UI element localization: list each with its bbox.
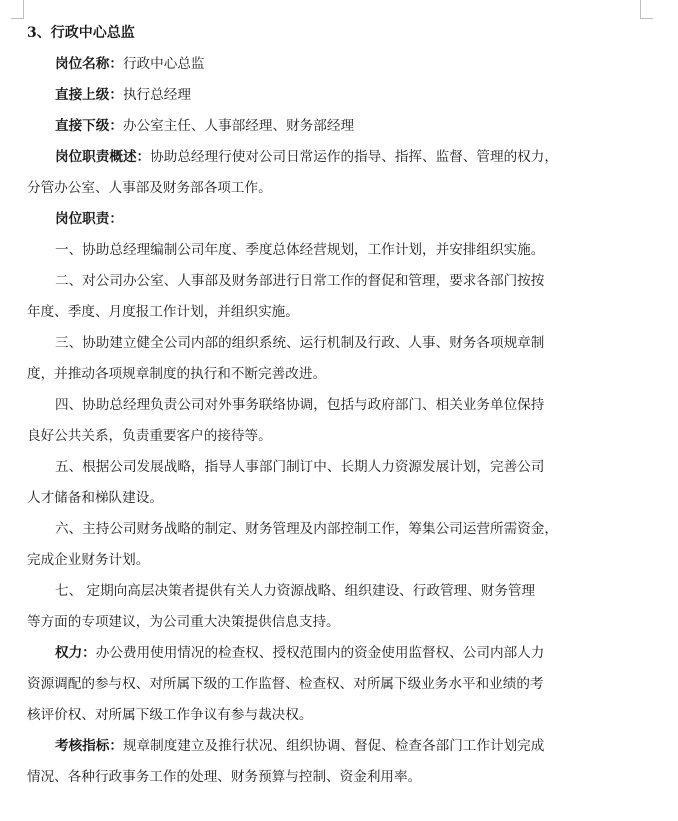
duties-label: 岗位职责：	[55, 211, 123, 227]
authority-text-1: 办公费用使用情况的检查权、授权范围内的资金使用监督权、公司内部人力	[95, 645, 545, 661]
kpi-label: 考核指标：	[55, 738, 123, 754]
kpi-text-1: 规章制度建立及推行状况、组织协调、督促、检查各部门工作计划完成	[122, 738, 545, 754]
kpi-line-2: 情况、各种行政事务工作的处理、财务预算与控制、资金利用率。	[27, 769, 422, 785]
duty-2-line-2: 年度、季度、月度报工作计划，并组织实施。	[27, 304, 299, 320]
overview-label: 岗位职责概述：	[55, 149, 151, 165]
duty-4-line-2: 良好公共关系，负责重要客户的接待等。	[27, 428, 272, 444]
duty-2-line-1: 二、对公司办公室、人事部及财务部进行日常工作的督促和管理，要求各部门按按	[55, 273, 545, 289]
duty-6-line-2: 完成企业财务计划。	[27, 552, 150, 568]
duty-3-line-2: 度，并推动各项规章制度的执行和不断完善改进。	[27, 366, 327, 382]
position-name-label: 岗位名称：	[55, 56, 123, 72]
duties-heading	[27, 204, 667, 235]
duty-7-line-2: 等方面的专项建议，为公司重大决策提供信息支持。	[27, 614, 340, 630]
duty-6-line-1: 六、主持公司财务战略的制定、财务管理及内部控制工作，筹集公司运营所需资金，	[55, 521, 558, 537]
page-corner-mark-right	[640, 0, 653, 19]
duty-3-line-1: 三、协助建立健全公司内部的组织系统、运行机制及行政、人事、财务各项规章制	[55, 335, 545, 351]
duty-7-line-1: 七、 定期向高层决策者提供有关人力资源战略、组织建设、行政管理、财务管理	[55, 583, 536, 599]
position-name-row	[27, 49, 667, 80]
direct-subordinate-value: 办公室主任、人事部经理、财务部经理	[122, 118, 355, 134]
direct-superior-row	[27, 80, 667, 111]
section-heading: 3、行政中心总监	[27, 25, 135, 41]
overview-line-1	[27, 142, 667, 173]
direct-subordinate-label: 直接下级：	[55, 118, 123, 134]
position-name-value: 行政中心总监	[122, 56, 205, 72]
overview-text-1: 协助总经理行使对公司日常运作的指导、指挥、监督、管理的权力，	[150, 149, 558, 165]
duty-5-line-2: 人才储备和梯队建设。	[27, 490, 163, 506]
direct-superior-value: 执行总经理	[122, 87, 191, 103]
authority-line-1	[27, 638, 667, 669]
authority-label: 权力：	[55, 645, 96, 661]
authority-line-3: 核评价权、对所属下级工作争议有参与裁决权。	[27, 707, 313, 723]
direct-subordinate-row	[27, 111, 667, 142]
duty-5-line-1: 五、根据公司发展战略，指导人事部门制订中、长期人力资源发展计划，完善公司	[55, 459, 545, 475]
page-corner-mark-left	[11, 0, 24, 19]
direct-superior-label: 直接上级：	[55, 87, 123, 103]
duty-1-line-1: 一、协助总经理编制公司年度、季度总体经营规划，工作计划，并安排组织实施。	[55, 242, 545, 258]
authority-line-2: 资源调配的参与权、对所属下级的工作监督、检查权、对所属下级业务水平和业绩的考	[27, 676, 544, 692]
kpi-line-1	[27, 731, 667, 762]
duty-4-line-1: 四、协助总经理负责公司对外事务联络协调，包括与政府部门、相关业务单位保持	[55, 397, 545, 413]
overview-line-2: 分管办公室、人事部及财务部各项工作。	[27, 180, 272, 196]
document-page	[27, 18, 667, 793]
